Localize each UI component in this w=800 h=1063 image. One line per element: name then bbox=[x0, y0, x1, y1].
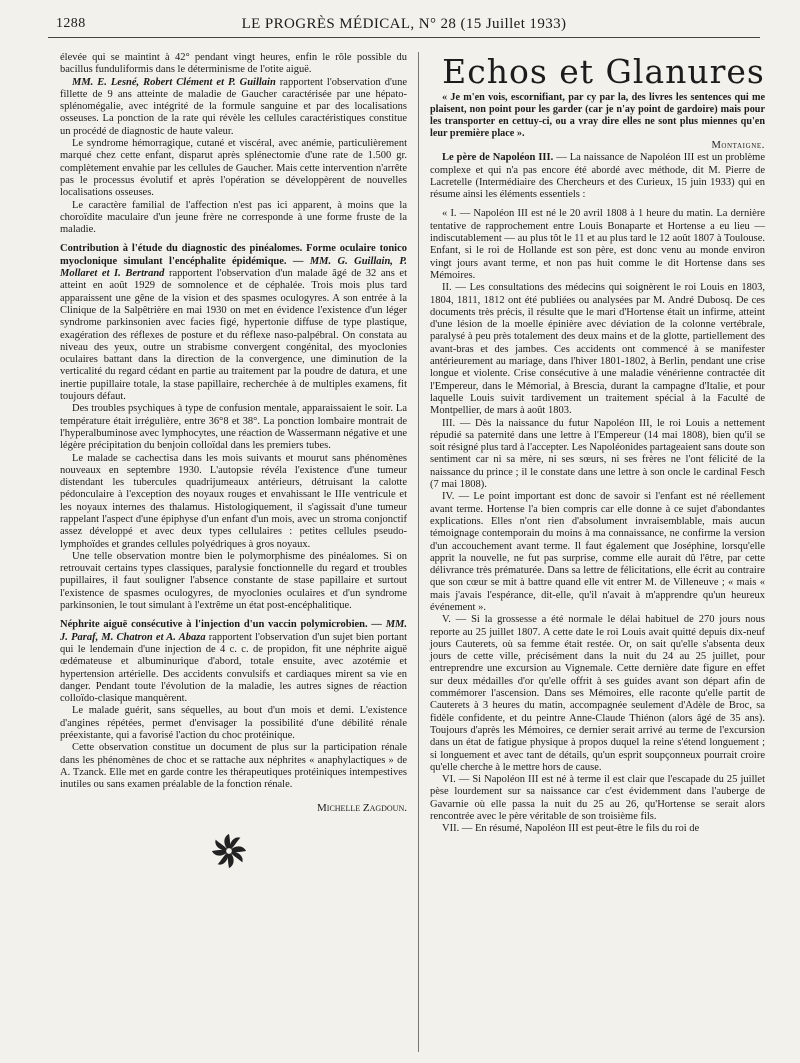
paragraph: Des troubles psychiques à type de confusion mentale, apparaissaient le soir. La température était irrégulière, entre 36°8 et 38°. La ponction lombaire montrait de l'hyperalbuminose avec lymphocytes, une réaction de Wassermann négative et une légère précipitation du benjoin colloïdal dans les premiers tubes. bbox=[60, 403, 407, 452]
authors: MM. E. Lesné, Robert Clément et P. Guillain bbox=[72, 76, 276, 88]
section-title: Néphrite aiguë consécutive à l'injection d'un vaccin polymicrobien. bbox=[60, 619, 368, 631]
paragraph: Le malade se cachectisa dans les mois suivants et mourut sans phénomènes nouveaux en septembre 1930. L'autopsie révéla l'existence d'une tumeur distendant les tubercules quadrijumeaux antérieurs, détruisant la calotte pédonculaire à l'exception des noyaux rouges et envahissant le IIIe ventricule et les noyaux internes des thalamus. Histologiquement, il s'agissait d'une tumeur rappelant l'aspect d'une épiphyse d'un enfant d'un mois, avec un stroma conjonctif assez développé et avec deux types cellulaires : petites cellules pseudo-lymphoïdes et grandes cellules polyédriques à gros noyaux. bbox=[60, 452, 407, 550]
paragraph: élevée qui se maintint à 42° pendant vingt heures, enfin le rôle possible du bacillus funduliformis dans le déterminisme de l'otite aiguë. bbox=[60, 52, 407, 76]
paragraph: Le caractère familial de l'affection n'est pas ici apparent, à moins que la choroïdite maculaire d'un jeune frère ne corresponde à une forme fruste de la maladie. bbox=[60, 199, 407, 236]
paragraph: III. — Dès la naissance du futur Napoléon III, le roi Louis a nettement répudié sa paternité dans une lettre à l'Empereur (14 mai 1808), bien qu'il se soit résigné plus tard à l'accepter. Les Napoléonides partageaient sans doute son sentiment car ni sa mère, ni ses sœurs, ni ses frères ne l'ont félicité de la naissance du prince ; il le constate dans une lettre à son oncle le cardinal Fesch (7 mai 1808). bbox=[430, 417, 765, 491]
paragraph-text: — La naissance de Napoléon III est un problème complexe et qui n'a pas encore été abordé avec méthode, dit M. Pierre de Lacretelle (Intermédiaire des Chercheurs et des Curieux, 15 juin 1933) qui en résume ainsi les éléments essentiels : bbox=[430, 152, 765, 201]
paragraph: II. — Les consultations des médecins qui soignèrent le roi Louis en 1803, 1804, 1811, 1812 ont été publiées ou analysées par M. André Dubosq. De ces documents très précis, il résulte que le mari d'Hortense était un infirme, atteint d'une lésion de la moelle épinière avec déviation de la colonne vertébrale, paralysé à peu près totalement des deux mains et de la glotte, partiellement des avant-bras et des jambes. Ces accidents ont commencé à se manifester antérieurement au mariage, dans l'hiver 1801-1802, à Berlin, pendant une crise longue et violente. Crise consécutive à une maladie vénérienne contractée dit l'Empereur, dans le Mémorial, à Brescia, durant la campagne d'Italie, et pour laquelle Louis suivit tardivement un traitement spécial à la Faculté de Montpellier, de mars à août 1803. bbox=[430, 282, 765, 417]
paragraph bbox=[430, 152, 765, 201]
paragraph-text: rapportent l'observation d'un malade âgé de 32 ans et atteint en août 1929 de somnolence et de céphalée. Trois mois plus tard apparaissent une gêne de la vision et des spasmes oculogyres. A son entrée à la Clinique de la Salpêtrière en mai 1930 on met en évidence l'existence d'un léger syndrome parkinsonien avec facies figé, hypertonie diffuse de type plastique, exagération des réflexes de posture et du réflexe naso-palpébral. On constata au niveau des yeux, outre un strabisme convergent congénital, des myoclonies oculaires battant dans la direction de la convergence, une diminution de la verticalité du regard cédant en partie au traitement par la poudre de datura, et une inertie pupillaire totale, la stase papillaire, recherchée à de multiples examens, fit toujours défaut. bbox=[60, 268, 407, 403]
authors: — MM. G. Guillain, P. Mollaret et I. Bertrand bbox=[60, 255, 408, 280]
rubric-title: Echos et Glanures bbox=[442, 52, 765, 91]
left-column bbox=[60, 52, 407, 874]
journal-title: LE PROGRÈS MÉDICAL, N° 28 (15 Juillet 1933) bbox=[241, 16, 567, 32]
paragraph-text: rapportent l'observation d'une fillette de 9 ans atteinte de maladie de Gaucher caractérisée par une hépato-splénomégalie, avec intégrité de la formule sanguine et par des localisations osseuses. La ponction de la rate qui révèle les cellules caractéristiques constitue un procédé de diagnostic de haute valeur. bbox=[60, 76, 408, 137]
epigraph: « Je m'en vois, escornifiant, par cy par la, des livres les sentences qui me plaisent, non point pour les garder (car je n'ay point de gardoire) mais pour les transporter en cettuy-ci, ou a vray dire elles ne sont plus miennes qu'en leur première place ». bbox=[430, 92, 765, 139]
header-rule bbox=[48, 37, 760, 38]
authors: — MM. J. Paraf, M. Chatron et A. Abaza bbox=[60, 619, 407, 643]
epigraph-author: Montaigne. bbox=[711, 140, 765, 151]
signature: Michelle Zagdoun. bbox=[317, 801, 407, 814]
right-column bbox=[430, 52, 765, 836]
paragraph: « I. — Napoléon III est né le 20 avril 1808 à 1 heure du matin. La dernière tentative de rapprochement entre Louis Bonaparte et Hortense a eu lieu — indiscutablement — au plus tôt le 11 et au plus tard le 12 août 1807 à Toulouse. Enfant, si le roi de Hollande est son père, est donc venu au monde environ vingt jours avant terme, et non pas huit comme le dit Hortense dans ses Mémoires. bbox=[430, 208, 765, 281]
paragraph: VII. — En résumé, Napoléon III est peut-être le fils du roi de bbox=[442, 823, 700, 835]
paragraph: VI. — Si Napoléon III est né à terme il est clair que l'escapade du 25 juillet pèse lourdement sur sa naissance car c'est évidemment dans l'auberge de Gavarnie où elle passa la nuit du 25 au 26, qu'Hortense se serait alors rencontrée avec le père véritable de son troisième fils. bbox=[430, 774, 765, 823]
page-header bbox=[48, 14, 760, 34]
paragraph: Le malade guérit, sans séquelles, au bout d'un mois et demi. L'existence d'angines répétées, permet d'envisager la possibilité d'une débilité rénale préexistante, qui a favorisé l'action du choc protéinique. bbox=[60, 705, 407, 742]
page-number: 1288 bbox=[56, 16, 86, 31]
section-title: Contribution à l'étude du diagnostic des pinéalomes. Forme oculaire tonico myoclonique simulant l'encéphalite épidémique. bbox=[60, 243, 407, 267]
ornament-icon bbox=[210, 832, 248, 870]
section-pinealomes bbox=[60, 243, 407, 403]
paragraph: V. — Si la grossesse a été normale le délai habituel de 270 jours nous reporte au 25 juillet 1807. A cette date le roi Louis avait quitté depuis dix-neuf jours Cauterets, où sa femme était restée. Or, on sait qu'elle s'absenta deux jours de cette ville, précisément dans la nuit du 24 au 25 juillet, pour entreprendre une excursion au Vignemale. Cette dernière date figure en effet sur deux médailles d'or qu'elle offrit à ses guides avant son départ afin de commémorer l'ascension. Dans ses Mémoires, elle raconte qu'elle partit de Cauterets à 3 heures du matin, accompagnée seulement d'Adèle de Broc, sa fidèle confidente, et du peintre Anne-Claude Thiénon (alors âgé de 35 ans). Toujours d'après les Mémoires, ce dernier serait arrivé au terme de l'excursion dans un état de fatigue physique à propos duquel la reine s'étend longuement ; si longuement et avec tant de détails, qu'un esprit soupçonneux pourrait croire qu'elle cherche à le mettre hors de cause. bbox=[430, 614, 765, 773]
article-title: Le père de Napoléon III. bbox=[442, 152, 554, 164]
paragraph bbox=[60, 77, 407, 138]
paragraph: IV. — Le point important est donc de savoir si l'enfant est né réellement avant terme. Hortense l'a bien compris car elle donne à ce sujet d'abondantes explications. Elles n'ont rien d'absolument invraisemblable, mais aucun témoignage contemporain du moins à ma connaissance, ne confirme la version d'un accouchement avant terme. Il faut également que Joséphine, lorsqu'elle apprit la nouvelle, ne fut pas surprise, comme elle aurait dû l'être, par cette délivrance très prématurée. Dans sa lettre de félicitations, elle écrit au contraire que son cœur se mit à battre quand elle vit entrer M. de Villeneuve ; « mais « mais j'avais l'espérance, dit-elle, qu'il n'avait à m'apprendre qu'un heureux événement ». bbox=[430, 491, 765, 613]
paragraph: Une telle observation montre bien le polymorphisme des pinéalomes. Si on retrouvait certains types classiques, paralysie fonctionnelle du regard et troubles pupillaires, il faut souligner l'absence constante de stase papillaire et surtout l'existence de spasmes oculogyres, de myoclonies oculaires et d'un syndrome parkinsonien, le tout simulant à l'extrême un état post-encéphalitique. bbox=[60, 550, 407, 612]
paragraph: Le syndrome hémorragique, cutané et viscéral, avec anémie, particulièrement marqué chez cette enfant, disparut après splénectomie d'une rate de 1.500 gr. complètement envahie par les cellules de Gaucher. Mais cette intervention n'arrête pas le processus évolutif et après l'opération se développèrent de nouvelles localisations osseuses. bbox=[60, 138, 407, 199]
column-divider bbox=[418, 52, 419, 1052]
paragraph: Cette observation constitue un document de plus sur la participation rénale dans les phénomènes de choc et se rattache aux néphrites « anaphylactiques » de A. Tzanck. Elle met en garde contre les thérapeutiques protéiniques intempestives inutiles ou sans examen préalable de la fonction rénale. bbox=[60, 742, 407, 791]
section-nephrite bbox=[60, 619, 407, 705]
paragraph-text: rapportent l'observation d'un sujet bien portant qui le lendemain d'une injection de 4 c. c. de propidon, fit une néphrite aiguë œdémateuse et albuminurique d'abord, totale ensuite, avec azotémie et hypertension artérielle. Des accidents convulsifs et cardiaques mirent sa vie en danger. Pendant toute l'évolution de la maladie, les autres signes de réaction colloïdo-clasique manquèrent. bbox=[60, 631, 407, 705]
